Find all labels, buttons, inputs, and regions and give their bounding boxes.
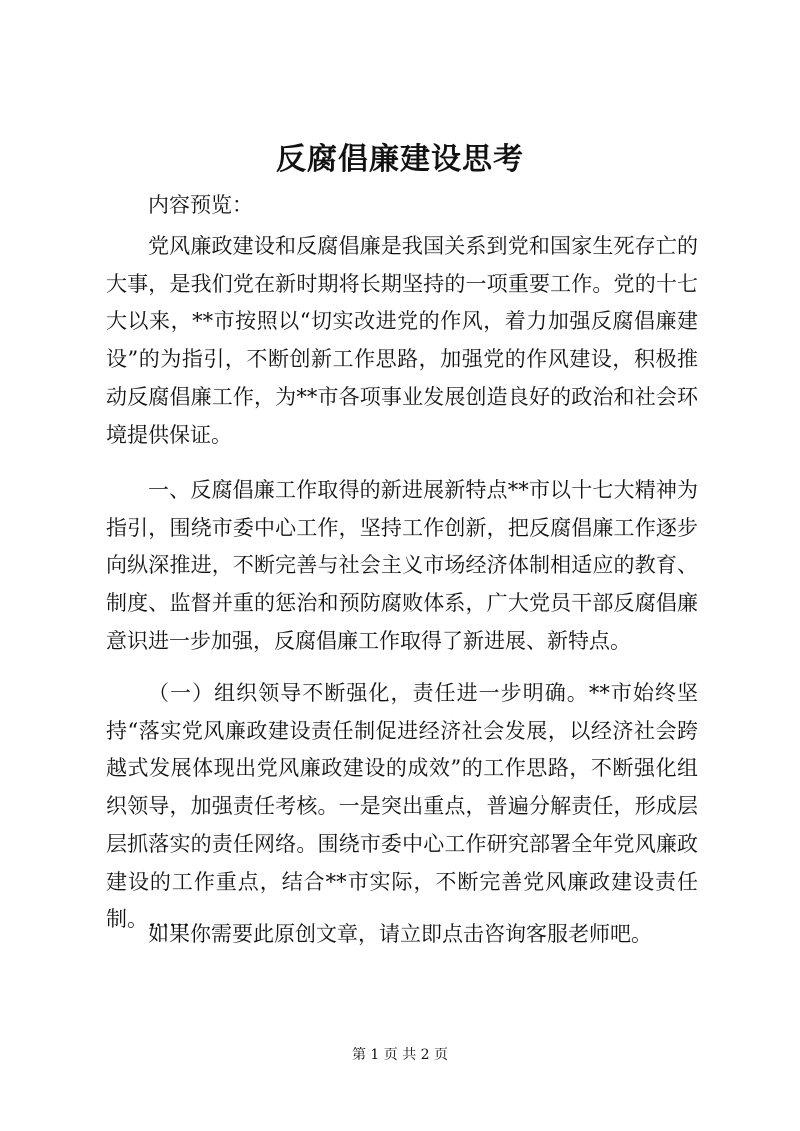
paragraph-section-one: 一、反腐倡廉工作取得的新进展新特点**市以十七大精神为指引，围绕市委中心工作，坚持工作创新，把反腐倡廉工作逐步向纵深推进，不断完善与社会主义市场经济体制相适应的教育、制度、监督并重的惩治和预防腐败体系，广大党员干部反腐倡廉意识进一步加强，反腐倡廉工作取得了新进展、新特点。 xyxy=(106,478,698,653)
paragraph-intro: 党风廉政建设和反腐倡廉是我国关系到党和国家生死存亡的大事，是我们党在新时期将长期坚持的一项重要工作。党的十七大以来，**市按照以“切实改进党的作风，着力加强反腐倡廉建设”的为指引，不断创新工作思路，加强党的作风建设，积极推动反腐倡廉工作，为**市各项事业发展创造良好的政治和社会环境提供保证。 xyxy=(106,234,698,447)
closing-call-to-action: 如果你需要此原创文章，请立即点击咨询客服老师吧。 xyxy=(148,922,652,946)
document-title: 反腐倡廉建设思考 xyxy=(276,142,524,177)
paragraph-subsection-one: （一）组织领导不断强化，责任进一步明确。**市始终坚持“落实党风廉政建设责任制促进经济社会发展，以经济社会跨越式发展体现出党风廉政建设的成效”的工作思路，不断强化组织领导，加强责任考核。一是突出重点，普遍分解责任，形成层层抓落实的责任网络。围绕市委中心工作研究部署全年党风廉政建设的工作重点，结合**市实际，不断完善党风廉政建设责任制。…… xyxy=(106,681,698,932)
preview-label: 内容预览： xyxy=(148,193,253,217)
page-number-footer: 第 1 页 共 2 页 xyxy=(351,1047,449,1063)
